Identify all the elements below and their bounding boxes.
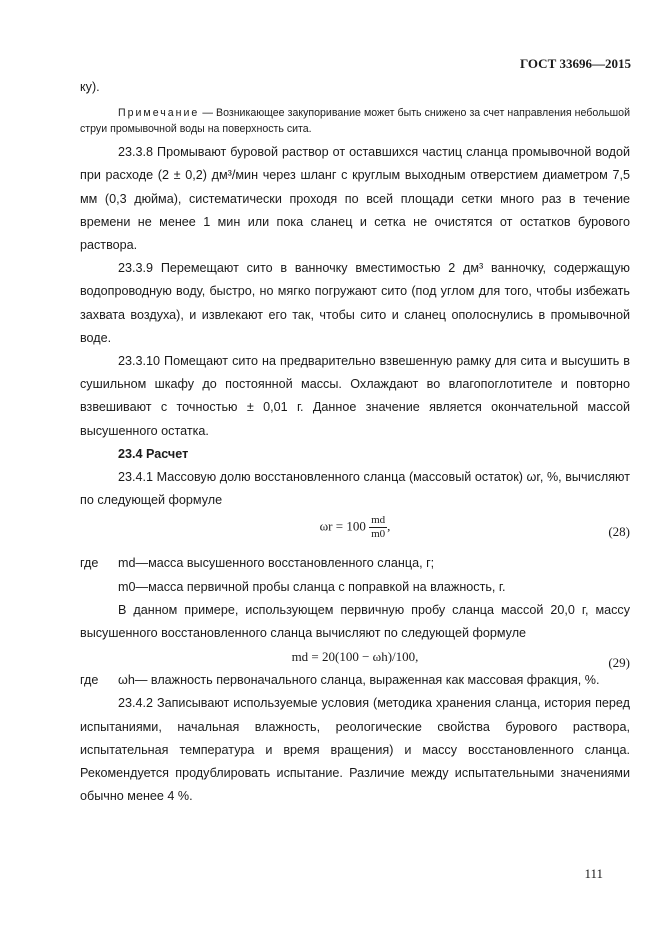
continuation-text: ку).: [80, 80, 100, 94]
formula-28-number: (28): [608, 524, 630, 540]
formula-29-expression: md = 20(100 − ωh)/100,: [291, 649, 419, 665]
formula-28-numerator: md: [371, 514, 386, 527]
formula-28: [80, 512, 630, 552]
page-content: [80, 76, 630, 808]
section-heading-23-4: 23.4 Расчет: [118, 446, 189, 461]
formula-29-number: (29): [608, 655, 630, 671]
where-label-2: где: [80, 673, 99, 688]
paragraph-23-4-1: 23.4.1 Массовую долю восстановленного сланца (массовый остаток) ωr, %, вычисляют по следующей формуле: [80, 470, 630, 508]
definition-md-text: md—масса высушенного восстановленного сланца, г;: [118, 556, 435, 571]
note-label: Примечание: [118, 107, 200, 120]
definition-m0: m0—масса первичной пробы сланца с поправкой на влажность, г.: [118, 579, 506, 594]
formula-29: [80, 645, 630, 669]
note-text: — Возникающее закупоривание может быть снижено за счет направления небольшой струи промывочной воды на поверхность сита.: [80, 107, 630, 136]
definition-md: [80, 552, 630, 575]
note-paragraph: [80, 105, 630, 137]
paragraph-23-4-2: 23.4.2 Записывают используемые условия (методика хранения сланца, история перед испытаниями, начальная влажность, реологические свойства бурового раствора, испытательная температура и время вращения) и массу восстановленного сланца. Рекомендуется продублировать испытание. Различие между испытательными значениями обычно менее 4 %.: [80, 696, 630, 804]
formula-28-lhs: ωr = 100: [319, 518, 366, 534]
document-header: ГОСТ 33696—2015: [519, 56, 631, 71]
paragraph-23-3-9: 23.3.9 Перемещают сито в ванночку вместимостью 2 дм³ ванночку, содержащую водопроводную воду, быстро, но мягко погружают сито (под углом для того, чтобы избежать захвата воздуха), и извлекают его так, чтобы сито и сланец ополоснулись в промывочной воде.: [80, 261, 630, 345]
definition-wh: [80, 669, 630, 692]
formula-28-fraction: [369, 514, 387, 541]
definition-wh-text: ωh— влажность первоначального сланца, выраженная как массовая фракция, %.: [118, 673, 600, 688]
formula-28-tail: ,: [387, 518, 391, 534]
page-number: 111: [584, 866, 603, 881]
paragraph-23-3-8: 23.3.8 Промывают буровой раствор от оставшихся частиц сланца промывочной водой при расходе (2 ± 0,2) дм³/мин через шланг с круглым выходным отверстием диаметром 7,5 мм (0,3 дюйма), систематически проходя по всей площади сетки много раз в течение времени не менее 1 мин или пока сланец и сетка не очистятся от остатков бурового раствора.: [80, 145, 630, 253]
paragraph-23-3-10: 23.3.10 Помещают сито на предварительно взвешенную рамку для сита и высушить в сушильном шкафу до постоянной массы. Охлаждают во влагопоглотителе и повторно взвешивают с точностью ± 0,01 г. Данное значение является окончательной массой высушенного остатка.: [80, 354, 630, 438]
paragraph-example: В данном примере, использующем первичную пробу сланца массой 20,0 г, массу высушенного восстановленного сланца вычисляют по следующей формуле: [80, 602, 630, 641]
where-label: где: [80, 556, 99, 571]
formula-28-denominator: m0: [371, 528, 386, 541]
